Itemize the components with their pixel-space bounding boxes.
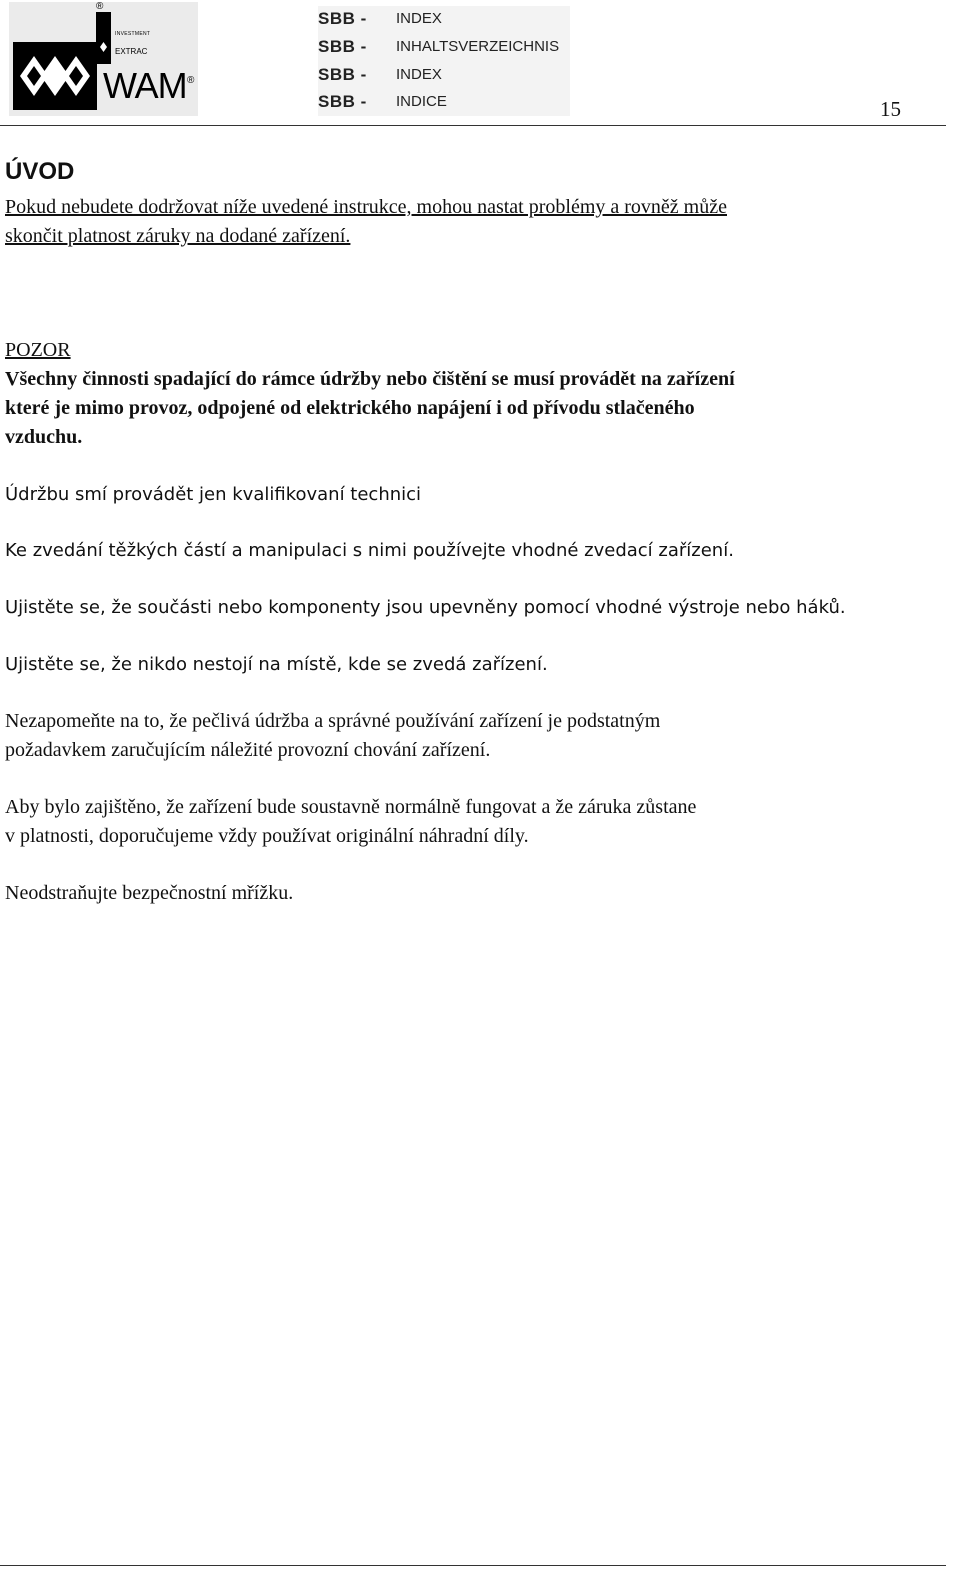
registered-mark: ® [96, 1, 104, 12]
section-heading: ÚVOD [5, 158, 75, 185]
index-code: SBB - [318, 9, 367, 28]
nobody-text: Ujistěte se, že nikdo nestojí na místě, kde se zvedá zařízení. [5, 654, 548, 675]
footer-divider [0, 1565, 946, 1566]
intro-line: Pokud nebudete dodržovat níže uvedené instrukce, mohou nastat problémy a rovněž může [5, 196, 727, 218]
index-title: INDEX [396, 10, 442, 27]
remember-line: Nezapomeňte na to, že pečlivá údržba a správné používání zařízení je podstatným [5, 710, 661, 732]
secure-text: Ujistěte se, že součásti nebo komponenty jsou upevněny pomocí vhodné výstroje nebo háků. [5, 597, 846, 618]
warning-title: POZOR [5, 339, 71, 361]
warning-block [5, 336, 940, 452]
sub-brand-name: EXTRAC [115, 47, 148, 56]
index-title: INHALTSVERZEICHNIS [396, 38, 560, 55]
index-title: INDICE [396, 93, 447, 110]
sub-brand-small: INVESTMENT [115, 31, 151, 37]
lifting-text: Ke zvedání těžkých částí a manipulaci s nimi používejte vhodné zvedací zařízení. [5, 540, 734, 561]
page-header [0, 0, 960, 128]
warning-line: vzduchu. [5, 426, 83, 448]
remember-paragraph [5, 707, 940, 765]
company-logo [9, 2, 198, 116]
index-list [318, 6, 570, 116]
index-code: SBB - [318, 37, 367, 56]
brand-name: WAM [103, 65, 187, 106]
grid-paragraph [5, 879, 940, 908]
nobody-paragraph [5, 650, 940, 679]
grid-text: Neodstraňujte bezpečnostní mřížku. [5, 882, 294, 904]
qualified-paragraph [5, 480, 940, 509]
lifting-paragraph [5, 536, 940, 565]
warranty-line: v platnosti, doporučujeme vždy používat originální náhradní díly. [5, 825, 529, 847]
extrac-badge-icon [96, 12, 111, 64]
warning-line: Všechny činnosti spadající do rámce údržby nebo čištění se musí provádět na zařízení [5, 368, 735, 390]
warranty-line: Aby bylo zajištěno, že zařízení bude soustavně normálně fungovat a že záruka zůstane [5, 796, 697, 818]
intro-paragraph [5, 193, 940, 251]
secure-paragraph [5, 593, 940, 622]
header-divider [0, 125, 946, 126]
diamond-logo-icon [13, 42, 97, 110]
index-code: SBB - [318, 65, 367, 84]
index-title: INDEX [396, 66, 442, 83]
qualified-text: Údržbu smí provádět jen kvalifikovaní technici [5, 484, 422, 505]
remember-line: požadavkem zaručujícím náležité provozní chování zařízení. [5, 739, 491, 761]
index-code: SBB - [318, 92, 367, 111]
page-number: 15 [880, 97, 901, 121]
registered-mark-wam: ® [187, 75, 195, 86]
warning-line: které je mimo provoz, odpojené od elektrického napájení i od přívodu stlačeného [5, 397, 695, 419]
warranty-paragraph [5, 793, 940, 851]
intro-line: skončit platnost záruky na dodané zařízení. [5, 225, 351, 247]
